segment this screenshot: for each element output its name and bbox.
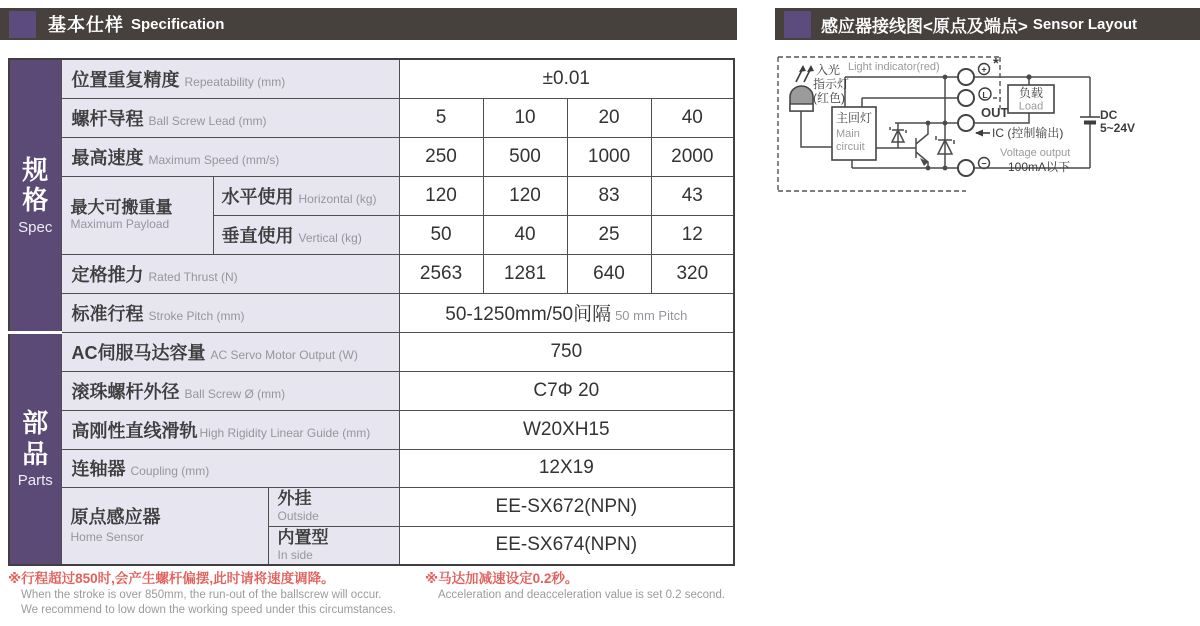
main-circuit-label-zh: 主回灯 (836, 111, 873, 125)
label-en: Repeatability (mm) (184, 74, 286, 89)
light-indicator-zh3: (红色) (813, 91, 845, 105)
row-label-rated-thrust (61, 254, 399, 293)
sub-label-vertical (213, 215, 399, 254)
value-speed-1: 250 (399, 137, 483, 176)
dc-label-line1: DC (1100, 108, 1118, 122)
sub-label-inside (268, 526, 399, 565)
battery-icon (1080, 117, 1100, 123)
label-zh: 定格推力 (71, 264, 144, 285)
row-label-max-payload (61, 176, 213, 254)
value-horizontal-3: 83 (567, 176, 651, 215)
value-ball-screw-dia: C7Φ 20 (399, 371, 734, 410)
footnote-acceleration (425, 571, 738, 603)
star-mark: * (993, 55, 999, 72)
wiring-diagram-svg (775, 46, 1200, 202)
label-en: Ball Screw Lead (mm) (148, 113, 267, 128)
label-zh: 高刚性直线滑轨 (71, 420, 198, 441)
row-label-ball-screw-lead (61, 98, 399, 137)
table-row (9, 371, 734, 410)
label-zh: 螺杆导程 (71, 108, 144, 129)
row-label-ball-screw-dia (61, 371, 399, 410)
label-en: Horizontal (kg) (298, 191, 377, 206)
minus-symbol: − (981, 158, 987, 169)
light-indicator-zh1: 入光 (816, 63, 841, 77)
table-row (9, 487, 734, 526)
label-zh: 原点感应器 (70, 506, 161, 527)
label-en: In side (277, 547, 313, 562)
label-zh: 最大可搬重量 (70, 197, 173, 217)
label-en: AC Servo Motor Output (W) (210, 347, 358, 362)
light-indicator-zh2: 指示灯 (813, 77, 850, 91)
load-label-en: Load (1018, 100, 1044, 113)
row-label-coupling (61, 449, 399, 487)
value-thrust-3: 640 (567, 254, 651, 293)
table-row (9, 254, 734, 293)
value-speed-3: 1000 (567, 137, 651, 176)
value-sensor-outside: EE-SX672(NPN) (399, 487, 734, 526)
footnote-zh: ※马达加减速设定0.2秒。 (425, 571, 579, 586)
value-thrust-2: 1281 (483, 254, 567, 293)
value-horizontal-2: 120 (483, 176, 567, 215)
label-zh: AC伺服马达容量 (71, 342, 206, 363)
label-en: High Rigidity Linear Guide (mm) (199, 425, 371, 440)
row-label-servo-output (61, 332, 399, 371)
footnote-stroke-warning (8, 571, 418, 618)
label-zh: 位置重复精度 (71, 69, 180, 90)
value-horizontal-4: 43 (651, 176, 734, 215)
value-speed-2: 500 (483, 137, 567, 176)
value-lead-1: 5 (399, 98, 483, 137)
label-zh: 内置型 (277, 527, 329, 547)
footnote-zh: ※行程超过850时,会产生螺杆偏摆,此时请将速度调降。 (8, 571, 335, 586)
section-spec (9, 59, 61, 332)
table-row (9, 59, 734, 98)
section-parts-zh: 部品 (22, 408, 49, 469)
specification-title-en: Specification (131, 15, 225, 33)
main-circuit-label-en1: Main (836, 128, 860, 140)
specification-table (8, 58, 735, 566)
specification-header-bar (0, 8, 737, 40)
label-en: Outside (277, 508, 319, 523)
value-lead-2: 10 (483, 98, 567, 137)
row-label-home-sensor (61, 487, 268, 565)
label-en: Ball Screw Ø (mm) (184, 386, 286, 401)
label-zh: 外挂 (277, 489, 312, 509)
section-parts (9, 332, 61, 565)
label-zh: 最高速度 (71, 147, 144, 168)
l-symbol: L (982, 89, 988, 100)
table-row (9, 98, 734, 137)
value-horizontal-1: 120 (399, 176, 483, 215)
label-zh: 滚珠螺杆外径 (71, 381, 180, 402)
label-en: Maximum Payload (70, 217, 170, 232)
value-linear-guide: W20XH15 (399, 410, 734, 449)
label-en: Stroke Pitch (mm) (148, 308, 245, 323)
plus-symbol: + (981, 64, 987, 75)
value-vertical-3: 25 (567, 215, 651, 254)
table-row (9, 332, 734, 371)
accent-square-icon (9, 11, 36, 38)
sensor-layout-header-bar (775, 8, 1200, 40)
footnote-en-line2: We recommend to low down the working speed under this circumstances. (21, 603, 396, 616)
voltage-output-label: Voltage output (1000, 147, 1071, 159)
value-zh: 50-1250mm/50间隔 (445, 304, 612, 325)
sub-label-outside (268, 487, 399, 526)
value-thrust-1: 2563 (399, 254, 483, 293)
sub-label-horizontal (213, 176, 399, 215)
led-base (790, 104, 813, 111)
footnote-en: Acceleration and deacceleration value is set 0.2 second. (438, 588, 726, 601)
value-sensor-inside: EE-SX674(NPN) (399, 526, 734, 565)
label-zh: 垂直使用 (221, 225, 294, 246)
value-en: 50 mm Pitch (615, 308, 688, 323)
label-en: Coupling (mm) (130, 464, 210, 478)
value-thrust-4: 320 (651, 254, 734, 293)
current-limit-label: 100mA以下 (1008, 160, 1071, 174)
value-lead-4: 40 (651, 98, 734, 137)
value-servo-output: 750 (399, 332, 734, 371)
row-label-repeatability (61, 59, 399, 98)
ic-label: IC (控制输出) (992, 126, 1064, 140)
value-vertical-2: 40 (483, 215, 567, 254)
table-row (9, 293, 734, 332)
value-repeatability: ±0.01 (399, 59, 734, 98)
sensor-wiring-diagram (775, 46, 1200, 207)
table-row (9, 176, 734, 215)
label-en: Vertical (kg) (298, 230, 362, 245)
sensor-layout-title-en: Sensor Layout (1032, 15, 1138, 33)
ic-output-annotation (975, 125, 1063, 140)
light-indicator-label-en: Light indicator(red) (848, 61, 940, 73)
value-speed-4: 2000 (651, 137, 734, 176)
value-stroke-pitch (399, 293, 734, 332)
value-vertical-1: 50 (399, 215, 483, 254)
value-lead-3: 20 (567, 98, 651, 137)
label-zh: 标准行程 (71, 303, 144, 324)
terminal-circles (958, 69, 974, 176)
label-zh: 水平使用 (221, 186, 294, 207)
accent-square-icon (784, 11, 811, 38)
sensor-layout-title-zh: 感应器接线图<原点及端点> (821, 16, 1028, 36)
out-label: OUT (981, 105, 1009, 120)
row-label-stroke-pitch (61, 293, 399, 332)
table-row (9, 449, 734, 487)
section-parts-en: Parts (17, 472, 53, 490)
table-row (9, 137, 734, 176)
section-spec-en: Spec (18, 218, 53, 236)
label-en: Home Sensor (70, 529, 144, 544)
row-label-max-speed (61, 137, 399, 176)
table-row (9, 410, 734, 449)
footnote-en-line1: When the stroke is over 850mm, the run-out of the ballscrew will occur. (21, 588, 382, 601)
led-wire (801, 111, 832, 147)
label-en: Rated Thrust (N) (148, 269, 238, 284)
label-zh: 连轴器 (71, 459, 126, 479)
label-en: Maximum Speed (mm/s) (148, 152, 280, 167)
load-label-zh: 负载 (1018, 86, 1044, 100)
dc-label-line2: 5~24V (1100, 121, 1136, 135)
specification-title-zh: 基本仕样 (48, 15, 124, 35)
light-arrows-icon (796, 65, 814, 82)
value-vertical-4: 12 (651, 215, 734, 254)
value-coupling: 12X19 (399, 449, 734, 487)
main-circuit-label-en2: circuit (836, 141, 865, 153)
section-spec-zh: 规格 (22, 154, 49, 216)
row-label-linear-guide (61, 410, 399, 449)
